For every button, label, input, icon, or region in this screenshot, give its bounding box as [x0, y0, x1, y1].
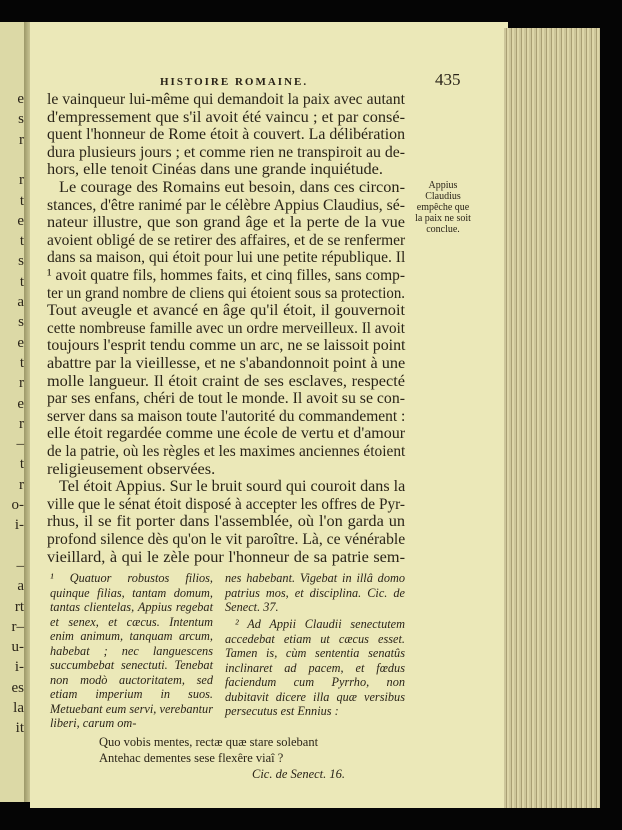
- text-line: ter un grand nombre de cliens qui étoient sous sa protection.: [47, 282, 406, 302]
- left-page-fragment: r: [19, 415, 24, 432]
- text-line: molle langueur. Il étoit craint de ses esclaves, respecté: [47, 370, 405, 390]
- left-page-fragment: r: [19, 476, 24, 493]
- verse-line-1: Quo vobis mentes, rectæ quæ stare solebant: [99, 735, 319, 749]
- left-page-fragment: s: [18, 111, 24, 128]
- text-line: Le courage des Romains eut besoin, dans ces circon-: [59, 177, 405, 196]
- text-line: Tout aveugle et avancé en âge qu'il étoit, il gouvernoit: [47, 300, 405, 320]
- left-page-fragment: a: [17, 578, 24, 595]
- text-line: de la patrie, où les règles et les maximes anciennes étoient: [47, 441, 406, 460]
- text-line: le vainqueur lui-même qui demandoit la paix avec autant: [47, 89, 405, 108]
- left-page-fragment: u-: [11, 639, 24, 656]
- text-line: server dans sa maison toute l'autorité du commandement :: [47, 405, 406, 425]
- text-line: religieusement observées.: [47, 458, 216, 478]
- footnote-1-continued: nes habebant. Vigebat in illâ domo patrius mos, et disciplina. Cic. de Senect. 37.: [225, 571, 405, 614]
- left-page-fragment: a: [17, 294, 24, 310]
- left-page-fragment: la: [13, 700, 24, 716]
- page-number: 435: [435, 70, 461, 89]
- text-line: dans sa maison, qui étoit pour lui une petite république. Il: [47, 247, 406, 267]
- left-page-fragment: t: [19, 233, 24, 250]
- left-page-fragment: e: [17, 91, 24, 107]
- text-line: elle étoit regardée comme une école de vertu et d'amour: [47, 423, 406, 443]
- left-page-fragment: r: [19, 375, 24, 392]
- marginal-note: Appius Claudius empêche que la paix ne soit conclue.: [415, 180, 471, 235]
- left-page-fragment: i-: [14, 659, 24, 676]
- footnote-2: ² Ad Appii Claudii senectutem accedebat etiam ut cæcus esset. Tamen is, cùm sententia senatûs inclinaret ad pacem, et fœdus faciendum cum Pyrrho, non dubitavit dicere illa quæ versibus persecutus est Ennius :: [225, 617, 405, 718]
- left-page-fragment: e: [17, 334, 24, 351]
- left-page-fragment: e: [17, 395, 24, 412]
- running-title: HISTOIRE ROMAINE.: [160, 76, 309, 88]
- left-page-fragment: s: [18, 253, 24, 270]
- left-page-fragment: e: [17, 212, 24, 229]
- page-edges: [504, 28, 600, 808]
- left-page-fragment: –: [16, 436, 24, 453]
- left-page-fragment: t: [19, 456, 24, 473]
- footnote-1: ¹ Quatuor robustos filios, quinque filias, tantam domum, tantas clientelas, Appius regebat et senex, et cæcus. Intentum enim animum, tanquam arcum, habebat ; nec languescens succumbebat senectuti. Tenebat non modò auctoritatem, sed etiam imperium in suos. Metuebant eum servi, verebantur liberi, carum om-: [50, 571, 213, 730]
- left-page-fragment: r–: [11, 618, 24, 635]
- left-page-fragment: t: [19, 273, 24, 290]
- text-line: rhus, il se fit porter dans l'assemblée, où l'on garda un: [47, 511, 405, 531]
- text-line: Tel étoit Appius. Sur le bruit sourd qui couroit dans la: [59, 476, 406, 496]
- text-line: quent l'honneur de Rome étoit à couvert. La délibération: [47, 124, 405, 144]
- text-line: stances, d'être ranimé par le célèbre Appius Claudius, sé-: [47, 194, 405, 214]
- left-page-fragment: s: [18, 314, 24, 331]
- text-line: par ses enfans, chéri de tout le monde. Il avoit su se con-: [47, 388, 405, 408]
- verse-line-2: Antehac dementes sese flexêre viaî ?: [99, 751, 284, 765]
- left-page-fragment: t: [19, 192, 24, 209]
- left-page-fragment: es: [11, 679, 24, 696]
- text-line: d'empressement que s'il avoit été vaincu ; et par consé-: [47, 106, 405, 126]
- left-page-fragment: it: [15, 720, 24, 737]
- left-page-fragment: o-: [11, 497, 24, 513]
- text-line: cette nombreuse famille avec un ordre merveilleux. Il avoit: [47, 317, 405, 337]
- text-line: vieillard, à qui le zèle pour l'honneur de sa patrie sem-: [47, 546, 405, 566]
- text-line: nateur illustre, que son grand âge et la perte de la vue: [47, 212, 405, 232]
- left-page-fragment: r: [19, 131, 24, 148]
- left-page-fragment: rt: [14, 598, 24, 615]
- left-page-fragment: i-: [14, 517, 24, 534]
- verse-citation: Cic. de Senect. 16.: [252, 767, 346, 781]
- left-page-fragment: –: [16, 557, 24, 574]
- left-page-fragment: t: [19, 354, 24, 371]
- text-line: abattre par la vieillesse, et ne s'abandonnoit point à une: [47, 353, 406, 372]
- text-line: hors, elle tenoit Cinéas dans une grande inquiétude.: [47, 159, 383, 179]
- text-line: ¹ avoit quatre fils, hommes faits, et cinq filles, sans comp-: [47, 265, 406, 284]
- text-line: ville que le sénat étoit disposé à accepter les offres de Pyr-: [47, 493, 405, 513]
- text-line: avoient obligé de se retirer des affaires, et de se renfermer: [47, 229, 406, 249]
- left-page-fragment: r: [19, 172, 24, 189]
- text-line: dura plusieurs jours ; et comme rien ne transpiroit au de-: [47, 141, 405, 161]
- text-line: toujours l'esprit tendu comme un arc, ne se laissoit point: [47, 335, 406, 355]
- text-line: profond silence dès qu'on le vit paroître. Là, ce vénérable: [47, 529, 406, 548]
